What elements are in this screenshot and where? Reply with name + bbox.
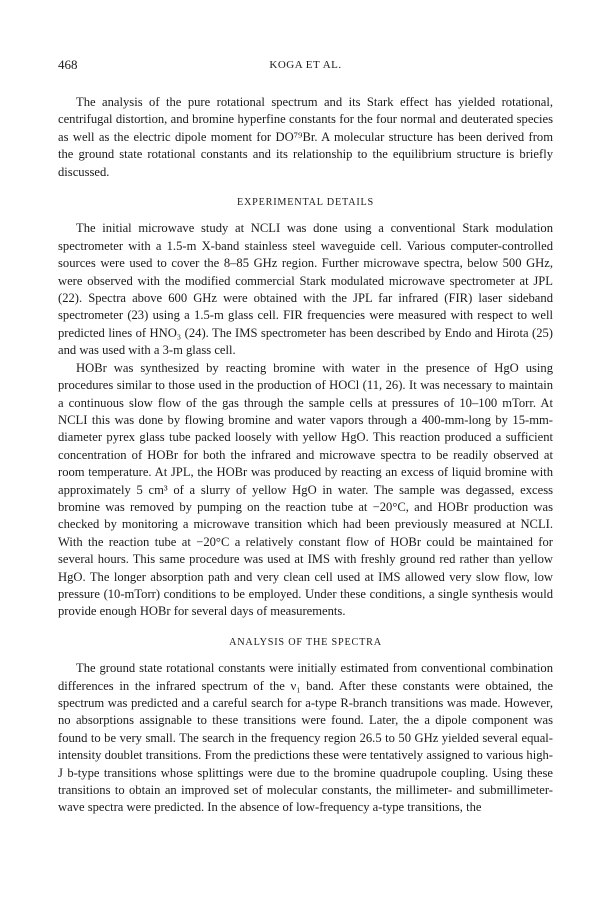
intro-paragraph: The analysis of the pure rotational spectrum and its Stark effect has yielded rotational, centrifugal distortion, and bromine hyperfine constants for the four normal and deuterated species as well as the electric dipole moment for DO⁷⁹Br. A molecular structure has been derived from the ground state rotational constants and its relationship to the equilibrium structure is briefly discussed. xyxy=(58,95,553,179)
page-number: 468 xyxy=(58,57,78,72)
page-header xyxy=(58,56,553,76)
analysis-paragraph-1: The ground state rotational constants were initially estimated from conventional combination differences in the infrared spectrum of the ν₁ band. After these constants were obtained, the spectrum was predicted and a careful search for a-type R-branch transitions was made. However, no absorptions assignable to these transitions were found. Later, the a dipole component was found to be very small. The search in the frequency region 26.5 to 50 GHz yielded several equal-intensity doublet transitions. From the predictions these were tentatively assigned to various high-J b-type transitions whose splittings were due to the bromine quadrupole coupling. Using these transitions to obtain an improved set of molecular constants, the millimeter- and submillimeter-wave spectra were predicted. In the absence of low-frequency a-type transitions, the xyxy=(58,661,553,815)
experimental-paragraph-1: The initial microwave study at NCLI was done using a conventional Stark modulation spectrometer with a 1.5-m X-band stainless steel waveguide cell. Various computer-controlled sources were used to cover the 8–85 GHz region. Further microwave spectra, below 500 GHz, were observed with the modified commercial Stark modulated microwave spectrometer at JPL (22). Spectra above 600 GHz were obtained with the JPL far infrared (FIR) laser sideband spectrometer (23) using a 1.5-m glass cell. FIR frequencies were measured with respect to well predicted lines of HNO₃ (24). The IMS spectrometer has been described by Endo and Hirota (25) and was used with a 3-m glass cell. xyxy=(58,221,553,358)
running-head: KOGA ET AL. xyxy=(269,59,342,71)
section-heading-experimental: EXPERIMENTAL DETAILS xyxy=(236,197,375,209)
section-heading-analysis: ANALYSIS OF THE SPECTRA xyxy=(229,636,382,648)
experimental-paragraph-2: HOBr was synthesized by reacting bromine with water in the presence of HgO using procedures similar to those used in the production of HOCl (11, 26). It was necessary to maintain a continuous slow flow of the gas through the sample cells at pressures of 10–100 mTorr. At NCLI this was done by flowing bromine and water vapors through a 400-mm-long by 15-mm-diameter pyrex glass tube packed loosely with yellow HgO. This reaction produced a sufficient concentration of HOBr for both the infrared and microwave spectra to be readily observed at room temperature. At JPL, the HOBr was produced by reacting an excess of liquid bromine with approximately 5 cm³ of a slurry of yellow HgO in water. The sample was degassed, excess bromine was removed by pumping on the reaction tube at −20°C, and HOBr production was checked by monitoring a microwave transition which had been previously measured at NCLI. With the reaction tube at −20°C a relatively constant flow of HOBr could be maintained for several hours. This same procedure was used at IMS with freshly ground red rather than yellow HgO. The longer absorption path and very clean cell used at IMS allowed very slow flow, low pressure (10-mTorr) conditions to be employed. Under these conditions, a single synthesis would provide enough HOBr for several days of measurements. xyxy=(58,360,553,619)
journal-page xyxy=(58,56,553,817)
